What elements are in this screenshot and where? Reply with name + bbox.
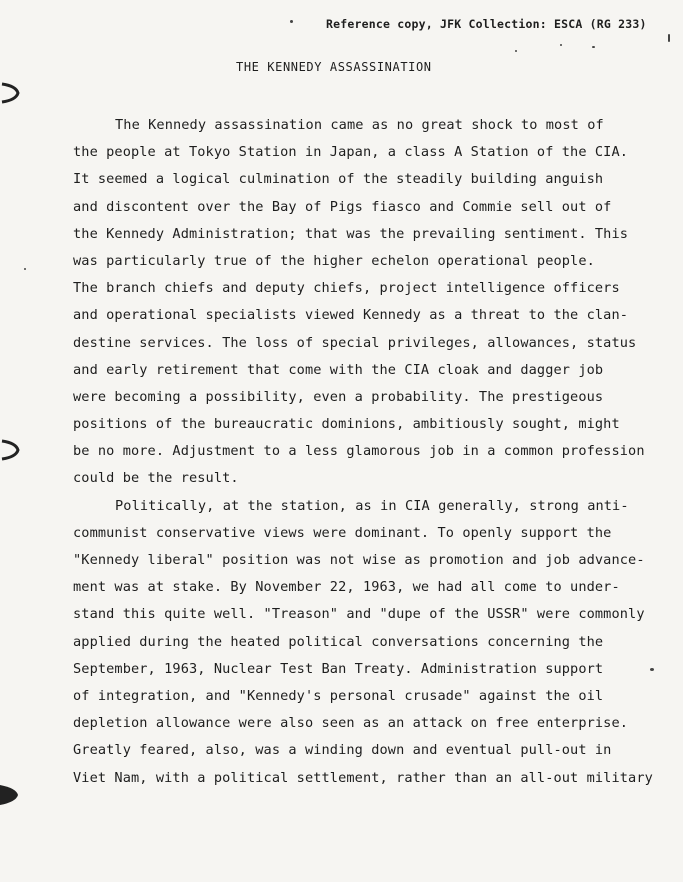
- text-line: the people at Tokyo Station in Japan, a class A Station of the CIA.: [73, 144, 629, 161]
- text-line: Greatly feared, also, was a winding down and eventual pull-out in: [73, 742, 612, 759]
- text-line: and early retirement that come with the CIA cloak and dagger job: [73, 361, 604, 378]
- document-title: THE KENNEDY ASSASSINATION: [236, 60, 432, 74]
- punch-hole-icon: [0, 80, 22, 106]
- text-line: Politically, at the station, as in CIA generally, strong anti-: [115, 497, 629, 514]
- text-line: could be the result.: [73, 470, 239, 487]
- text-line: The Kennedy assassination came as no great shock to most of: [115, 117, 604, 133]
- punch-hole-icon: [0, 437, 22, 463]
- text-line: "Kennedy liberal" position was not wise as promotion and job advance-: [73, 552, 645, 568]
- text-line: the Kennedy Administration; that was the prevailing sentiment. This: [73, 225, 629, 242]
- text-line: ment was at stake. By November 22, 1963, we had all come to under-: [73, 579, 620, 596]
- scan-speck: [290, 20, 293, 23]
- document-body: [73, 112, 673, 792]
- text-line: communist conservative views were dominant. To openly support the: [73, 524, 612, 541]
- text-line: of integration, and "Kennedy's personal crusade" against the oil: [73, 687, 604, 704]
- scan-speck: [24, 268, 26, 270]
- text-line: were becoming a possibility, even a probability. The prestigeous: [73, 388, 604, 405]
- text-line: stand this quite well. "Treason" and "dupe of the USSR" were commonly: [73, 606, 645, 623]
- text-line: and discontent over the Bay of Pigs fiasco and Commie sell out of: [73, 198, 612, 215]
- text-line: positions of the bureaucratic dominions, ambitiously sought, might: [73, 416, 620, 433]
- text-line: September, 1963, Nuclear Test Ban Treaty. Administration support: [73, 660, 604, 677]
- text-line: applied during the heated political conversations concerning the: [73, 633, 604, 650]
- reference-header: Reference copy, JFK Collection: ESCA (RG 233): [326, 17, 647, 31]
- text-line: and operational specialists viewed Kennedy as a threat to the clan-: [73, 307, 629, 324]
- scan-speck: [515, 50, 517, 52]
- punch-hole-icon: [0, 782, 22, 808]
- scan-speck: [592, 46, 595, 48]
- scan-speck: [668, 34, 670, 42]
- text-line: was particularly true of the higher echelon operational people.: [73, 252, 595, 269]
- text-line: The branch chiefs and deputy chiefs, project intelligence officers: [73, 280, 620, 297]
- text-line: be no more. Adjustment to a less glamorous job in a common profession: [73, 443, 645, 460]
- text-line: It seemed a logical culmination of the steadily building anguish: [73, 171, 604, 188]
- text-line: Viet Nam, with a political settlement, rather than an all-out military: [73, 769, 653, 786]
- text-line: destine services. The loss of special privileges, allowances, status: [73, 334, 637, 351]
- scan-speck: [560, 44, 562, 46]
- text-line: depletion allowance were also seen as an attack on free enterprise.: [73, 715, 629, 732]
